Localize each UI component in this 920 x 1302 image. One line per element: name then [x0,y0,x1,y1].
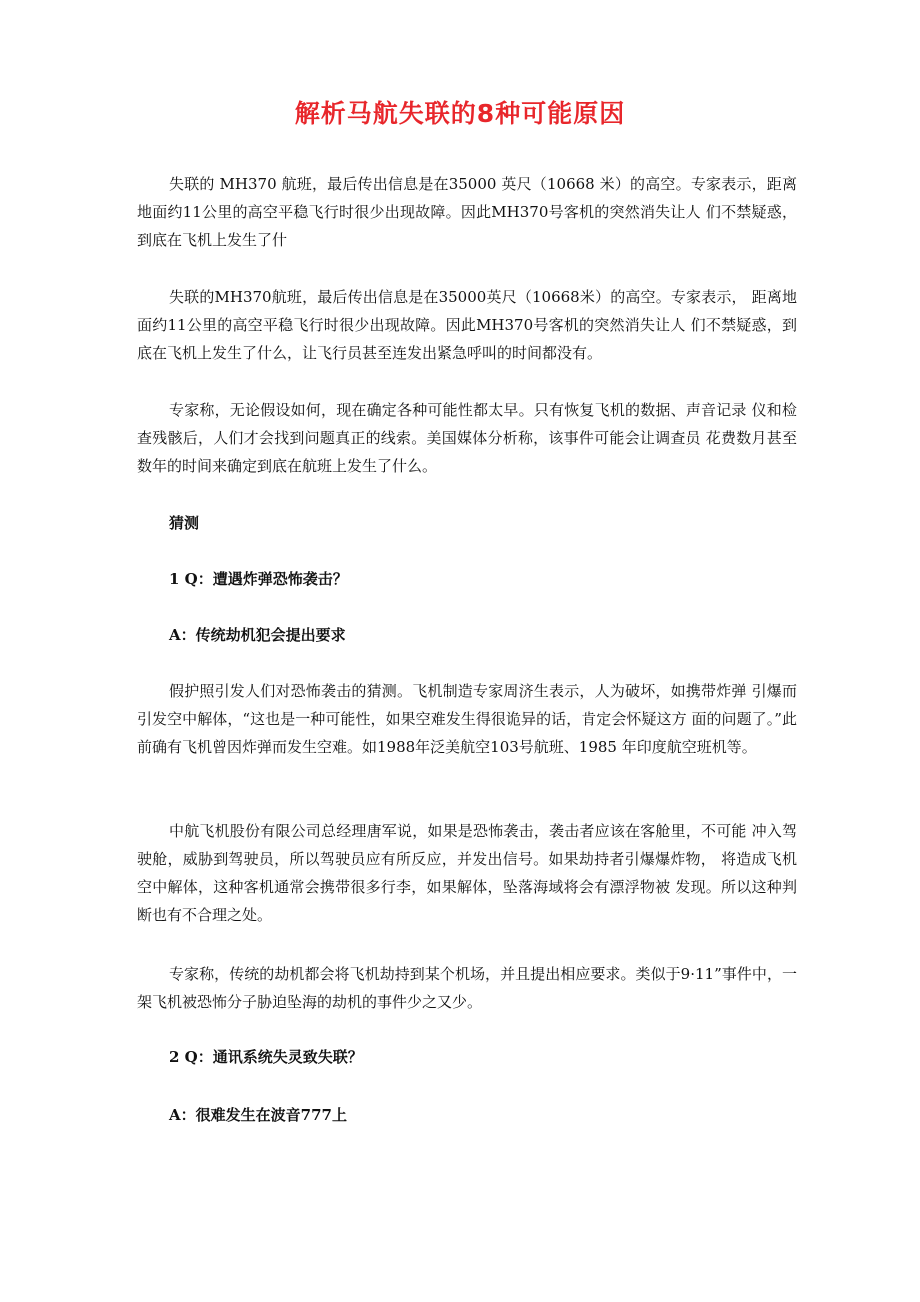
answer-2: A：很难发生在波音777上 [169,1106,347,1124]
paragraph-hijack-tradition: 专家称，传统的劫机都会将飞机劫持到某个机场，并且提出相应要求。类似于9·11”事件中，一架飞机被恐怖分子胁迫坠海的劫机的事件少之又少。 [137,965,797,1011]
paragraph-bomb-theory: 假护照引发人们对恐怖袭击的猜测。飞机制造专家周济生表示，人为破坏，如携带炸弹 引爆而引发空中解体，“这也是一种可能性，如果空难发生得很诡异的话，肯定会怀疑这方 面的问题了。”此前确有飞机曾因炸弹而发生空难。如1988年泛美航空103号航班、1985 年印度航空班机等。 [137,682,797,756]
paragraph-expert-analysis: 专家称，无论假设如何，现在确定各种可能性都太早。只有恢复飞机的数据、声音记录 仪和检查残骸后，人们才会找到问题真正的线索。美国媒体分析称，该事件可能会让调查员 花费数月甚至数年的时间来确定到底在航班上发生了什么。 [137,401,797,475]
section-heading-guess: 猜测 [169,514,200,532]
question-1: 1 Q：遭遇炸弹恐怖袭击？ [169,570,348,588]
paragraph-last-signal: 失联的MH370航班，最后传出信息是在35000英尺（10668米）的高空。专家表示， 距离地面约11公里的高空平稳飞行时很少出现故障。因此MH370号客机的突然消失让人 们不禁疑惑，到底在飞机上发生了什么，让飞行员甚至连发出紧急呼叫的时间都没有。 [137,288,797,362]
paragraph-intro: 失联的 MH370 航班，最后传出信息是在35000 英尺（10668 米）的高空。专家表示，距离地面约11公里的高空平稳飞行时很少出现故障。因此MH370号客机的突然消失让人 们不禁疑惑，到底在飞机上发生了什 [137,175,797,249]
question-2: 2 Q：通讯系统失灵致失联？ [169,1048,363,1066]
answer-1: A：传统劫机犯会提出要求 [169,626,346,644]
document-title: 解析马航失联的8种可能原因 [294,99,626,128]
paragraph-terror-analysis: 中航飞机股份有限公司总经理唐军说，如果是恐怖袭击，袭击者应该在客舱里，不可能 冲入驾驶舱，威胁到驾驶员，所以驾驶员应有所反应，并发出信号。如果劫持者引爆爆炸物， 将造成飞机空中解体，这种客机通常会携带很多行李，如果解体，坠落海域将会有漂浮物被 发现。所以这种判断也有不合理之处。 [137,822,797,924]
